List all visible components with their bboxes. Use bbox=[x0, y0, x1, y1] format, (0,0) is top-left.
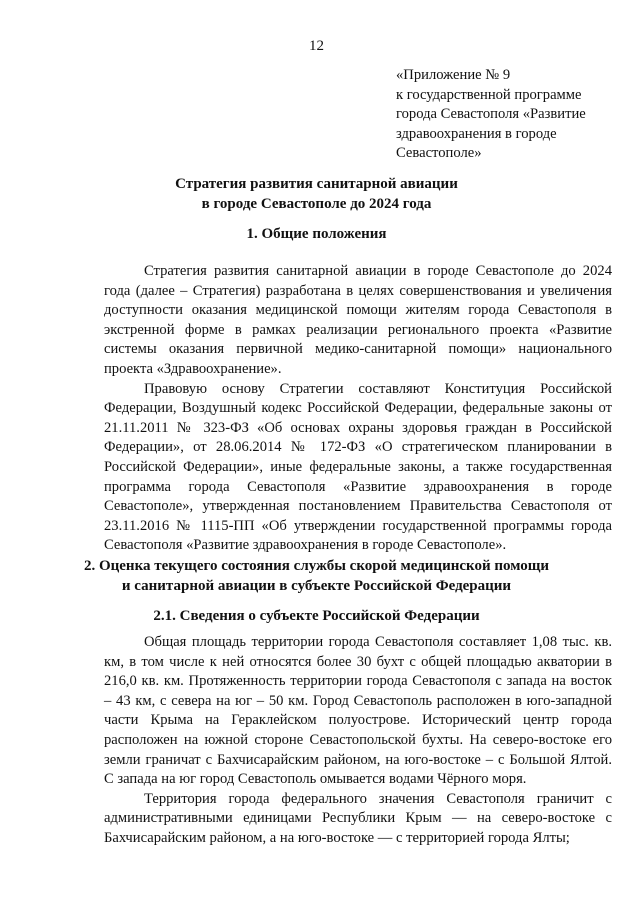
heading-line: 2. Оценка текущего состояния службы скорой медицинской помощи bbox=[83, 558, 550, 574]
appendix-line: «Приложение № 9 bbox=[396, 67, 511, 83]
paragraph: Правовую основу Стратегии составляют Конституция Российской Федерации, Воздушный кодекс Российской Федерации, федеральные законы от 21.11.2011 № 323-ФЗ «Об основах охраны здоровья граждан в Российской Федерации», от 28.06.2014 № 172-ФЗ «О стратегическом планировании в Российской Федерации», иные федеральные законы, а также государственная программа города Севастополя «Развитие здравоохранения в городе Севастополе», утвержденная постановлением Правительства Севастополя от 23.11.2016 № 1115-ПП «Об утверждении государственной программы города Севастополя «Развитие здравоохранения в городе Севастополе». bbox=[104, 380, 612, 554]
appendix-line: города Севастополя «Развитие bbox=[396, 106, 586, 122]
heading-line: и санитарной авиации в субъекте Российской Федерации bbox=[121, 578, 512, 594]
appendix-line: здравоохранения в городе bbox=[396, 125, 557, 142]
page-number: 12 bbox=[309, 38, 324, 54]
paragraph: Территория города федерального значения Севастополя граничит с административными единицами Республики Крым — на северо-востоке с Бахчисарайским районом, а на юго-востоке — с территорией города Ялты; bbox=[104, 790, 612, 846]
appendix-line: Севастополе» bbox=[396, 145, 482, 161]
appendix-line: к государственной программе bbox=[396, 86, 582, 103]
title-line: Стратегия развития санитарной авиации bbox=[175, 176, 458, 192]
section2-body bbox=[104, 633, 612, 849]
paragraph: Стратегия развития санитарной авиации в городе Севастополе до 2024 года (далее – Стратегия) разработана в целях совершенствования и увеличения доступности оказания медицинской помощи жителям города Севастополя в экстренной форме в рамках реализации регионального проекта «Развитие системы оказания первичной медико-санитарной помощи» национального проекта «Здравоохранение». bbox=[104, 263, 612, 377]
paragraph: Общая площадь территории города Севастополя составляет 1,08 тыс. кв. км, в том числе к ней относятся более 30 бухт с общей площадью акватории в 216,0 кв. км. Протяженность территории города Севастополя с запада на восток – 43 км, с севера на юг – 50 км. Город Севастополь расположен в юго-западной части Крыма на Гераклейском полуострове. Исторический центр города расположен на южной стороне Севастопольской бухты. На северо-востоке его земли граничат с Бахчисарайским районом, на юго-востоке – с Большой Ялтой. С запада на юг город Севастополь омывается водами Чёрного моря. bbox=[104, 634, 612, 788]
title-line: в городе Севастополе до 2024 года bbox=[201, 196, 432, 212]
document-title bbox=[0, 174, 633, 214]
section1-body bbox=[104, 262, 612, 556]
section1-heading: 1. Общие положения bbox=[246, 226, 387, 242]
section2-heading bbox=[0, 556, 633, 596]
section2-1-heading: 2.1. Сведения о субъекте Российской Федерации bbox=[153, 608, 480, 624]
appendix-note bbox=[396, 66, 626, 164]
